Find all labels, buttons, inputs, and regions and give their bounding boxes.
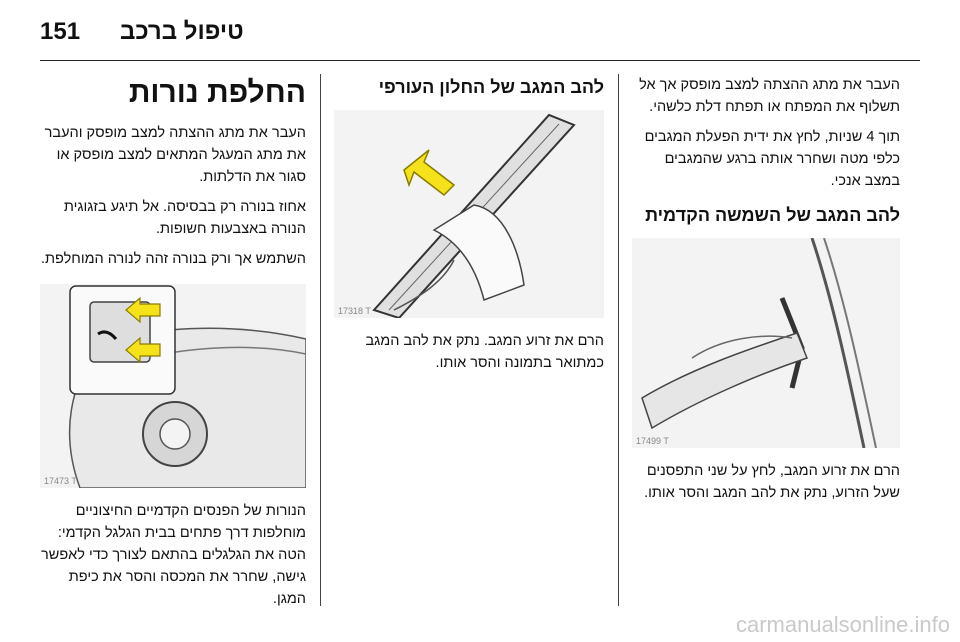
bulb-paragraph-3: השתמש אך ורק בנורה זהה לנורה המוחלפת.	[41, 251, 306, 267]
column-left	[40, 74, 306, 618]
column-right	[632, 74, 900, 512]
column-divider-left	[320, 74, 321, 606]
watermark: carmanualsonline.info	[735, 612, 950, 637]
figure-code: 17473 T	[44, 476, 77, 486]
page-header	[40, 14, 920, 48]
windshield-wiper-caption: הרם את זרוע המגב, לחץ על שני התפסנים שעל הזרוע, נתק את להב המגב והסר אותו.	[644, 463, 900, 501]
header-rule	[40, 60, 920, 61]
figure-code: 17499 T	[636, 436, 669, 446]
rear-wiper-figure	[334, 110, 604, 318]
headlamp-caption: הנורות של הפנסים הקדמיים החיצוניים מוחלפות דרך פתחים בבית הגלגל הקדמי: הטה את הגלגלים בהתאם לצורך כדי לאפשר גישה, שחרר את המכסה והסר את כיפת המגן.	[40, 503, 306, 607]
page-number: 151	[40, 18, 81, 45]
windshield-wiper-heading: להב המגב של השמשה הקדמית	[645, 205, 900, 225]
figure-code: 17318 T	[338, 306, 371, 316]
bulb-paragraph-2: אחוז בנורה רק בבסיסה. אל תיגע בזגוגית הנורה באצבעות חשופות.	[63, 199, 306, 237]
column-middle	[334, 74, 604, 382]
header-title: טיפול ברכב	[120, 18, 244, 45]
windshield-wiper-illustration	[632, 238, 900, 448]
car-front-illustration	[40, 284, 306, 488]
rear-wiper-heading: להב המגב של החלון העורפי	[378, 77, 604, 97]
rear-wiper-caption: הרם את זרוע המגב. נתק את להב המגב כמתואר בתמונה והסר אותו.	[365, 333, 604, 371]
arrow-icon	[404, 150, 454, 195]
bulb-replacement-title: החלפת נורות	[128, 76, 306, 109]
rear-wiper-illustration	[334, 110, 604, 318]
column-divider-right	[618, 74, 619, 606]
intro-paragraph: העבר את מתג ההצתה למצב מופסק אך אל תשלוף את המפתח או תפתח דלת כלשהי.	[639, 77, 900, 115]
bulb-paragraph-1: העבר את מתג ההצתה למצב מופסק והעבר את מתג המעגל המתאים למצב מופסק או סגור את הדלתות.	[44, 125, 306, 185]
tip-paragraph: תוך 4 שניות, לחץ את ידית הפעלת המגבים כלפי מטה ושחרר אותה ברגע שהמגבים במצב אנכי.	[644, 129, 900, 189]
headlamp-access-figure	[40, 284, 306, 488]
windshield-wiper-figure	[632, 238, 900, 448]
